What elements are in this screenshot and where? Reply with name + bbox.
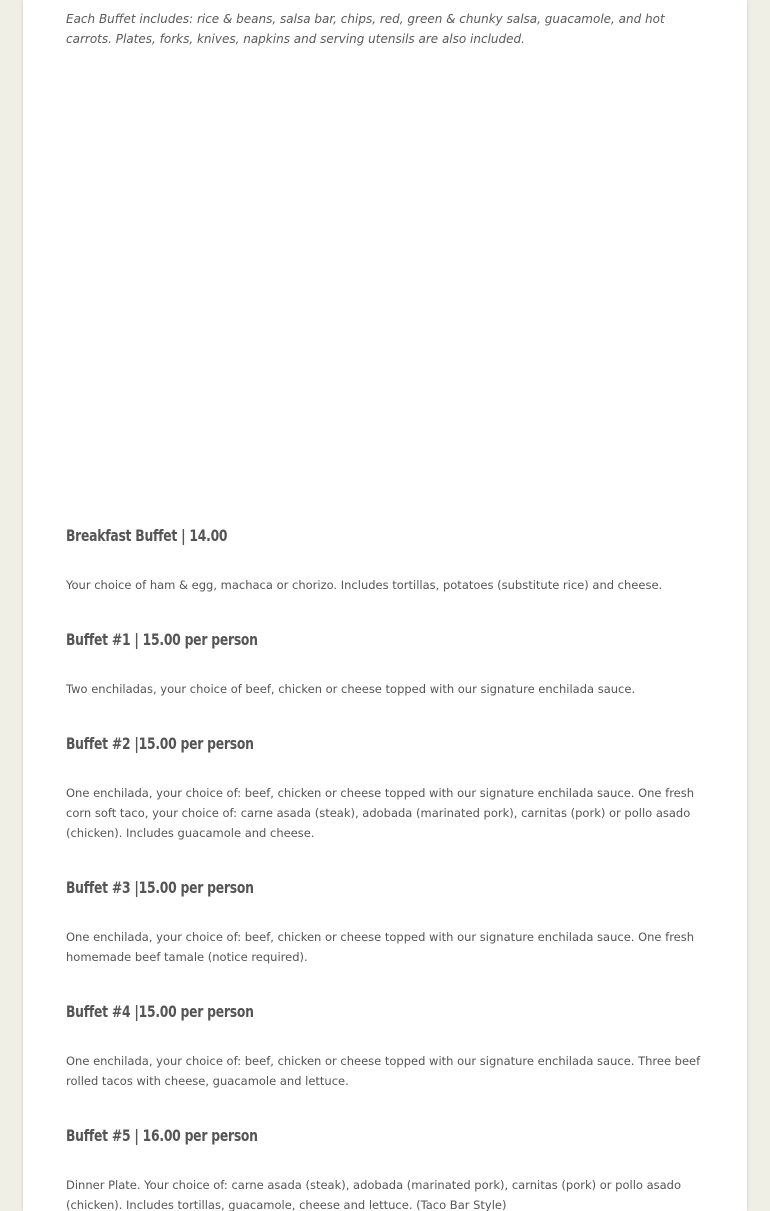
image-placeholder-area [66, 49, 706, 509]
menu-item-heading: Buffet #5 | 16.00 per person [66, 1126, 258, 1145]
menu-item-heading: Breakfast Buffet | 14.00 [66, 526, 228, 545]
menu-content [66, 9, 706, 1211]
menu-item-description: Your choice of ham & egg, machaca or chorizo. Includes tortillas, potatoes (substitute rice) and cheese. [66, 578, 663, 592]
content-page [23, 0, 747, 1211]
menu-item-buffet-5 [66, 1124, 706, 1211]
menu-item-buffet-1 [66, 628, 706, 699]
menu-item-buffet-3 [66, 876, 706, 967]
menu-item-heading: Buffet #1 | 15.00 per person [66, 630, 258, 649]
menu-item-breakfast-buffet [66, 524, 706, 595]
menu-item-description: Dinner Plate. Your choice of: carne asada (steak), adobada (marinated pork), carnitas (pork) or pollo asado (chicken). Includes tortillas, guacamole, cheese and lettuce. (Taco Bar Style) [66, 1178, 682, 1211]
menu-item-description: One enchilada, your choice of: beef, chicken or cheese topped with our signature enchilada sauce. Three beef rolled tacos with cheese, guacamole and lettuce. [66, 1054, 701, 1088]
menu-item-buffet-4 [66, 1000, 706, 1091]
buffet-includes-note: Each Buffet includes: rice & beans, salsa bar, chips, red, green & chunky salsa, guacamole, and hot carrots. Plates, forks, knives, napkins and serving utensils are also included. [66, 12, 665, 46]
menu-item-buffet-2 [66, 732, 706, 843]
menu-item-heading: Buffet #3 |15.00 per person [66, 878, 254, 897]
menu-item-heading: Buffet #2 |15.00 per person [66, 734, 254, 753]
menu-item-description: Two enchiladas, your choice of beef, chicken or cheese topped with our signature enchilada sauce. [66, 682, 636, 696]
menu-item-description: One enchilada, your choice of: beef, chicken or cheese topped with our signature enchilada sauce. One fresh homemade beef tamale (notice required). [66, 930, 695, 964]
menu-item-heading: Buffet #4 |15.00 per person [66, 1002, 254, 1021]
menu-item-description: One enchilada, your choice of: beef, chicken or cheese topped with our signature enchilada sauce. One fresh corn soft taco, your choice of: carne asada (steak), adobada (marinated pork), carnitas (pork) or pollo asado (chicken). Includes guacamole and cheese. [66, 786, 695, 840]
